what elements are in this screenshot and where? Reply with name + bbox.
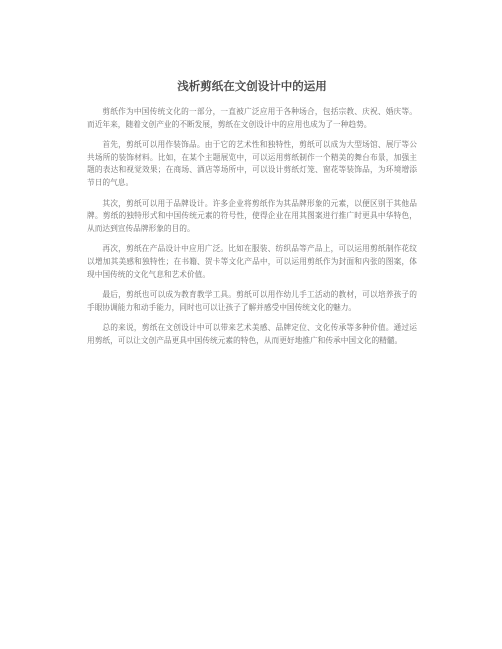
paragraph-education: 最后，剪纸也可以成为教育教学工具。剪纸可以用作幼儿手工活动的教材，可以培养孩子的手眼协调能力和动手能力，同时也可以让孩子了解并感受中国传统文化的魅力。	[87, 290, 417, 312]
paragraph-product-design: 再次，剪纸在产品设计中应用广泛。比如在服装、纺织品等产品上，可以运用剪纸制作花纹以增加其美感和独特性；在书籍、贺卡等文化产品中，可以运用剪纸作为封面和内张的图案，体现中国传统的文化气息和艺术价值。	[87, 244, 417, 279]
document-title: 浅析剪纸在文创设计中的运用	[177, 79, 327, 93]
paragraph-decoration: 首先，剪纸可以用作装饰品。由于它的艺术性和独特性，剪纸可以成为大型场馆、展厅等公共场所的装饰材料。比如，在某个主题展览中，可以运用剪纸制作一个精美的舞台布景，加强主题的表达和视觉效果；在商场、酒店等场所中，可以设计剪纸灯笼、窗花等装饰品，为环境增添节日的气息。	[87, 140, 417, 187]
paragraph-intro: 剪纸作为中国传统文化的一部分，一直被广泛应用于各种场合，包括宗教、庆祝、婚庆等。而近年来，随着文创产业的不断发展，剪纸在文创设计中的应用也成为了一种趋势。	[87, 107, 417, 129]
paragraph-conclusion: 总的来说，剪纸在文创设计中可以带来艺术美感、品牌定位、文化传承等多种价值。通过运用剪纸，可以让文创产品更具中国传统元素的特色，从而更好地推广和传承中国文化的精髓。	[87, 323, 417, 345]
paragraph-branding: 其次，剪纸可以用于品牌设计。许多企业将剪纸作为其品牌形象的元素，以便区别于其他品牌。剪纸的独特形式和中国传统元素的符号性，使得企业在用其图案进行推广时更具中华特色，从而达到宣传品牌形象的目的。	[87, 198, 417, 233]
document-page	[87, 78, 417, 356]
